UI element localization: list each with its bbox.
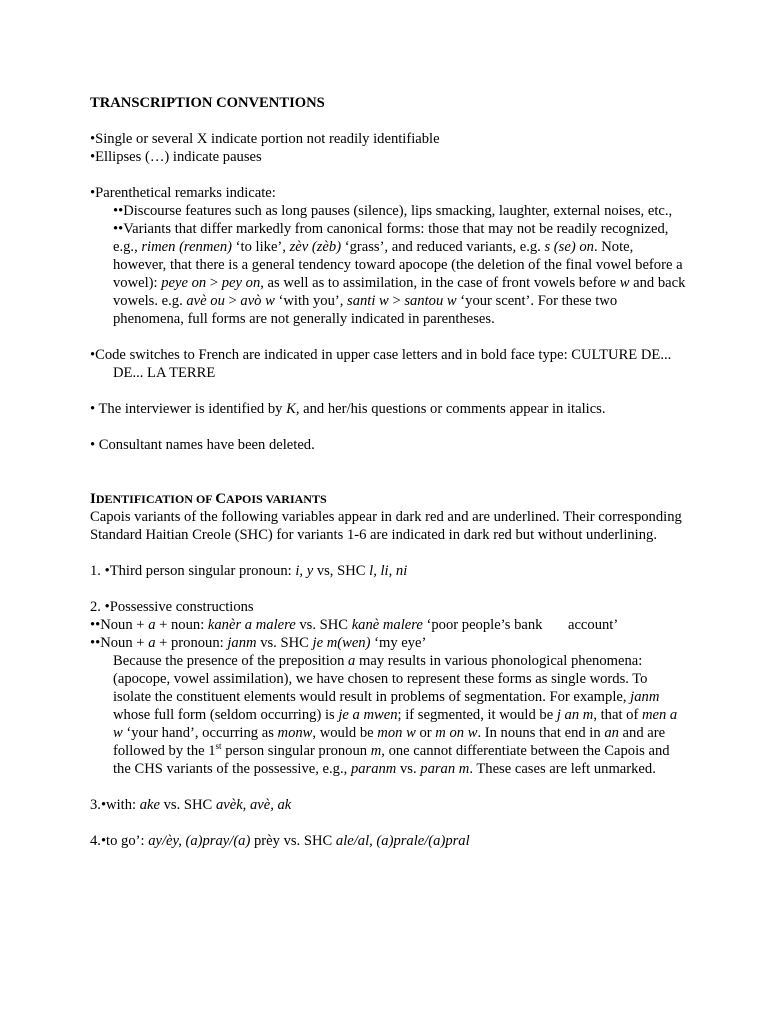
convention-interviewer: • The interviewer is identified by K, and her/his questions or comments appear in italics. <box>90 401 606 417</box>
variable-4: 4.•to go’: ay/èy, (a)pray/(a) prèy vs. SHC ale/al, (a)prale/(a)pral <box>90 833 470 849</box>
convention-parenthetical: •Parenthetical remarks indicate: <box>90 185 276 201</box>
variable-2-explanation: Because the presence of the preposition a may results in various phonological phenomena: (apocope, vowel assimilation), we have chosen to represent these forms as single words. To isolate the constituent elements would result in problems of segmentation. For example, janm whose full form (seldom occurring) is je a mwen; if segmented, it would be j an m, that of men a w ‘your hand’, occurring as monw, would be mon w or m on w. In nouns that end in an and are followed by the 1st person singular pronoun m, one cannot differentiate between the Capois and the CHS variants of the possessive, e.g., paranm vs. paran m. These cases are left unmarked. <box>113 653 678 777</box>
variable-2-title: 2. •Possessive constructions <box>90 599 254 615</box>
variable-3: 3.•with: ake vs. SHC avèk, avè, ak <box>90 797 292 813</box>
convention-x: •Single or several X indicate portion not readily identifiable <box>90 131 440 147</box>
document-page <box>90 94 686 850</box>
convention-ellipses: •Ellipses (…) indicate pauses <box>90 149 262 165</box>
identification-intro: Capois variants of the following variables appear in dark red and are underlined. Their corresponding Standard Haitian Creole (SHC) for variants 1-6 are indicated in dark red but without underlining. <box>90 509 682 543</box>
section-heading-identification: IDENTIFICATION OF CAPOIS VARIANTS <box>90 491 327 507</box>
section-heading-transcription: TRANSCRIPTION CONVENTIONS <box>90 95 325 111</box>
convention-consultants: • Consultant names have been deleted. <box>90 437 315 453</box>
convention-variants: ••Variants that differ markedly from canonical forms: those that may not be readily recognized, e.g., rimen (renmen) ‘to like’, zèv (zèb) ‘grass’, and reduced variants, e.g. s (se) on. Note, however, that there is a general tendency toward apocope (the deletion of the final vowel before a vowel): peye on > pey on, as well as to assimilation, in the case of front vowels before w and back vowels. e.g. avè ou > avò w ‘with you’, santi w > santou w ‘your scent’. For these two phenomena, full forms are not generally indicated in parentheses. <box>113 221 686 327</box>
variable-2-noun-noun: ••Noun + a + noun: kanèr a malere vs. SHC kanè malere ‘poor people’s bank account’ <box>90 617 619 633</box>
variable-1: 1. •Third person singular pronoun: i, y vs, SHC l, li, ni <box>90 563 408 579</box>
variable-2-noun-pronoun: ••Noun + a + pronoun: janm vs. SHC je m(wen) ‘my eye’ <box>90 635 427 651</box>
convention-code-switch: •Code switches to French are indicated in upper case letters and in bold face type: CULTURE DE... DE... LA TERRE <box>90 347 672 381</box>
convention-discourse: ••Discourse features such as long pauses (silence), lips smacking, laughter, external noises, etc., <box>113 203 673 219</box>
